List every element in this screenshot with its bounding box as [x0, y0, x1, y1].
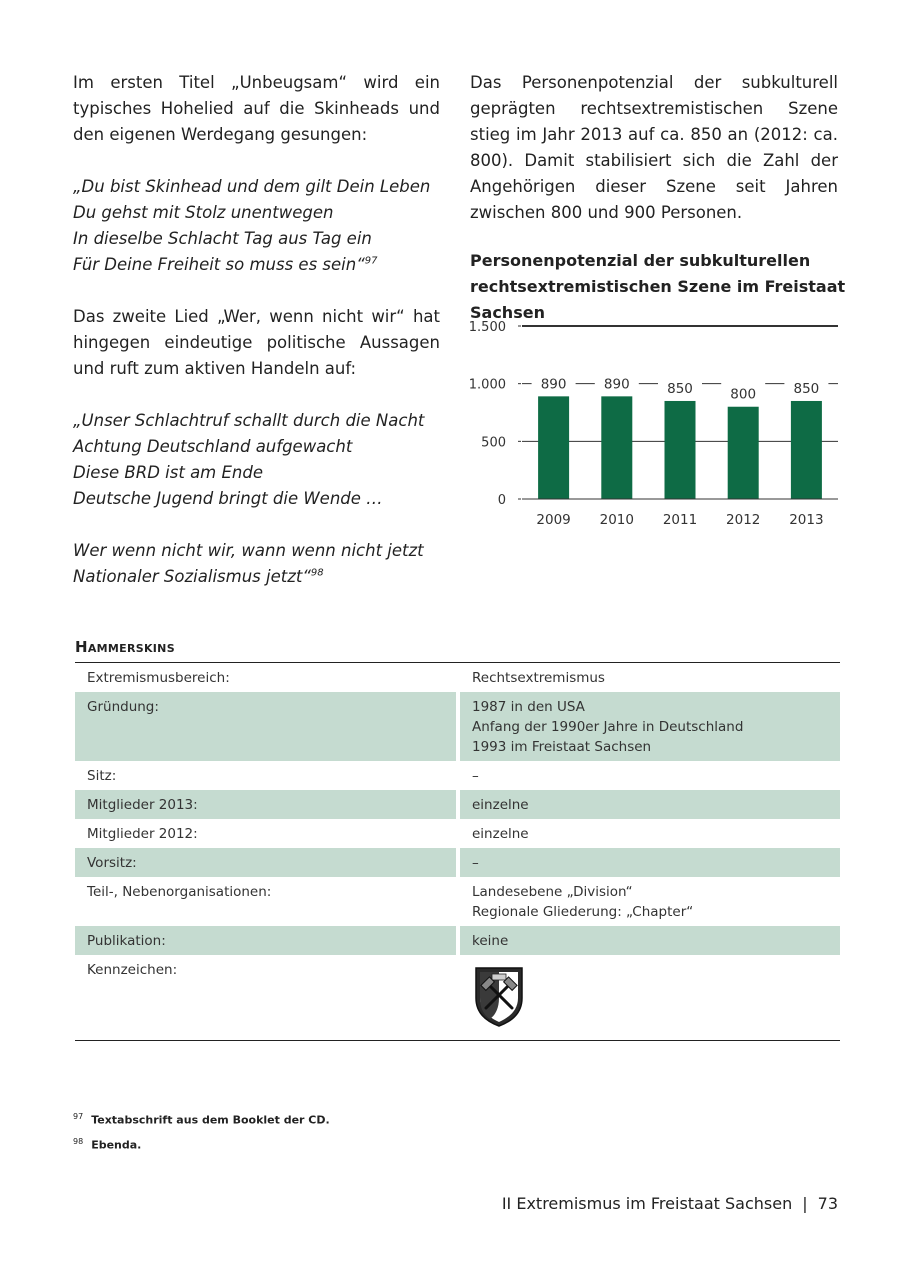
table-row	[75, 848, 840, 877]
right-paragraph: Das Personenpotenzial der subkulturell geprägten rechtsextremistischen Szene stieg im Jahr 2013 auf ca. 850 an (2012: ca. 800). Damit stabilisiert sich die Zahl der Angehörigen dieser Szene seit Jahren zwischen 800 und 900 Personen.	[470, 73, 838, 222]
intro-paragraph-1: Im ersten Titel „Unbeugsam“ wird ein typisches Hohelied auf die Skinheads und den eigenen Werdegang gesungen:	[73, 73, 440, 144]
right-column	[470, 70, 838, 226]
table-value	[460, 819, 840, 848]
table-key: Mitglieder 2013:	[75, 790, 456, 819]
footnote-97	[73, 1106, 330, 1131]
table-row	[75, 692, 840, 761]
y-tick-label: 500	[481, 435, 506, 451]
x-tick-label: 2010	[599, 512, 634, 528]
y-tick-label: 1.500	[468, 320, 506, 335]
table-row	[75, 761, 840, 790]
table-value-line: einzelne	[472, 797, 529, 813]
y-tick-label: 1.000	[468, 377, 506, 393]
x-tick-label: 2011	[662, 512, 698, 528]
quote-1-line-1: „Du bist Skinhead und dem gilt Dein Leben	[73, 177, 431, 196]
table-key: Extremismusbereich:	[87, 670, 230, 686]
table-row	[75, 926, 840, 955]
footnote-97-number: 97	[73, 1112, 84, 1121]
footnote-98	[73, 1131, 330, 1156]
quote-2a-line-3: Diese BRD ist am Ende	[73, 463, 263, 482]
table-value	[460, 926, 840, 955]
quote-2b-line-2: Nationaler Sozialismus jetzt“	[73, 567, 311, 586]
quote-1-line-3: In dieselbe Schlacht Tag aus Tag ein	[73, 229, 372, 248]
bar-2013	[791, 401, 822, 499]
table-value	[460, 848, 840, 877]
info-table	[75, 662, 840, 1041]
table-value	[460, 692, 840, 761]
page-footer	[502, 1194, 838, 1213]
table-row-emblem	[75, 955, 840, 1040]
quote-2a	[73, 408, 440, 512]
table-key: Vorsitz:	[75, 848, 456, 877]
y-tick-label: 0	[497, 493, 506, 508]
quote-2a-line-4: Deutsche Jugend bringt die Wende …	[73, 489, 383, 508]
page-number: 73	[817, 1194, 838, 1213]
footnote-ref-97: 97	[364, 255, 378, 267]
quote-2b-line-1: Wer wenn nicht wir, wann wenn nicht jetzt	[73, 541, 424, 560]
data-label: 890	[603, 376, 630, 393]
table-value-line: 1993 im Freistaat Sachsen	[472, 739, 652, 755]
intro-paragraph-2: Das zweite Lied „Wer, wenn nicht wir“ hat hingegen eindeutige politische Aussagen und ruft zum aktiven Handeln auf:	[73, 307, 440, 378]
footer-section: II Extremismus im Freistaat Sachsen	[501, 1194, 793, 1213]
footnote-98-number: 98	[73, 1136, 84, 1146]
bar-2012	[728, 407, 759, 499]
table-value-line: Anfang der 1990er Jahre in Deutschland	[472, 719, 744, 735]
quote-1-line-4: Für Deine Freiheit so muss es sein“	[73, 255, 365, 274]
quote-2a-line-1: „Unser Schlachtruf schallt durch die Nacht	[73, 411, 425, 430]
footer-separator: |	[802, 1194, 808, 1213]
table-value-line: Rechtsextremismus	[472, 670, 605, 686]
bar-2009	[538, 396, 569, 499]
table-key: Gründung:	[75, 692, 456, 761]
table-value	[460, 790, 840, 819]
table-value	[460, 955, 840, 1040]
table-key: Sitz:	[87, 768, 117, 784]
x-tick-label: 2009	[536, 512, 571, 528]
footnotes	[73, 1106, 330, 1155]
footnote-98-text: Ebenda.	[91, 1138, 142, 1152]
table-row	[75, 819, 840, 848]
data-label: 890	[540, 376, 567, 393]
table-value-line: einzelne	[472, 826, 529, 842]
table-key: Mitglieder 2012:	[87, 826, 198, 842]
bar-2010	[601, 396, 632, 499]
bar-chart	[462, 310, 852, 540]
bar-2011	[665, 401, 696, 499]
data-label: 850	[667, 380, 693, 397]
table-value-line: keine	[472, 933, 509, 949]
table-value-line: 1987 in den USA	[472, 699, 585, 715]
chart-title: Personenpotenzial der subkulturellen rechtsextremistischen Szene im Freistaat Sachsen	[470, 251, 846, 322]
table-row	[75, 790, 840, 819]
quote-1-line-2: Du gehst mit Stolz unentwegen	[73, 203, 334, 222]
data-label: 800	[730, 386, 757, 403]
table-value-line: –	[472, 855, 479, 871]
hammerskins-crest-icon	[472, 960, 828, 1034]
table-value-line: Landesebene „Division“	[472, 884, 633, 900]
table-value	[460, 663, 840, 692]
footnote-97-text: Textabschrift aus dem Booklet der CD.	[91, 1113, 330, 1127]
x-tick-label: 2013	[789, 512, 824, 528]
section-heading: Hammerskins	[75, 638, 175, 656]
quote-2a-line-2: Achtung Deutschland aufgewacht	[73, 437, 353, 456]
table-key: Teil-, Nebenorganisationen:	[87, 884, 272, 900]
data-label: 850	[793, 380, 820, 397]
quote-2b	[73, 538, 440, 590]
x-tick-label: 2012	[726, 512, 761, 528]
left-column	[73, 70, 440, 590]
table-value	[460, 877, 840, 926]
table-row	[75, 663, 840, 692]
footnote-ref-98: 98	[310, 567, 324, 579]
table-value-line: Regionale Gliederung: „Chapter“	[472, 904, 694, 920]
table-key: Publikation:	[75, 926, 456, 955]
quote-1	[73, 174, 440, 278]
table-value	[460, 761, 840, 790]
table-value-line: –	[472, 768, 479, 784]
table-row	[75, 877, 840, 926]
table-key: Kennzeichen:	[87, 962, 178, 978]
